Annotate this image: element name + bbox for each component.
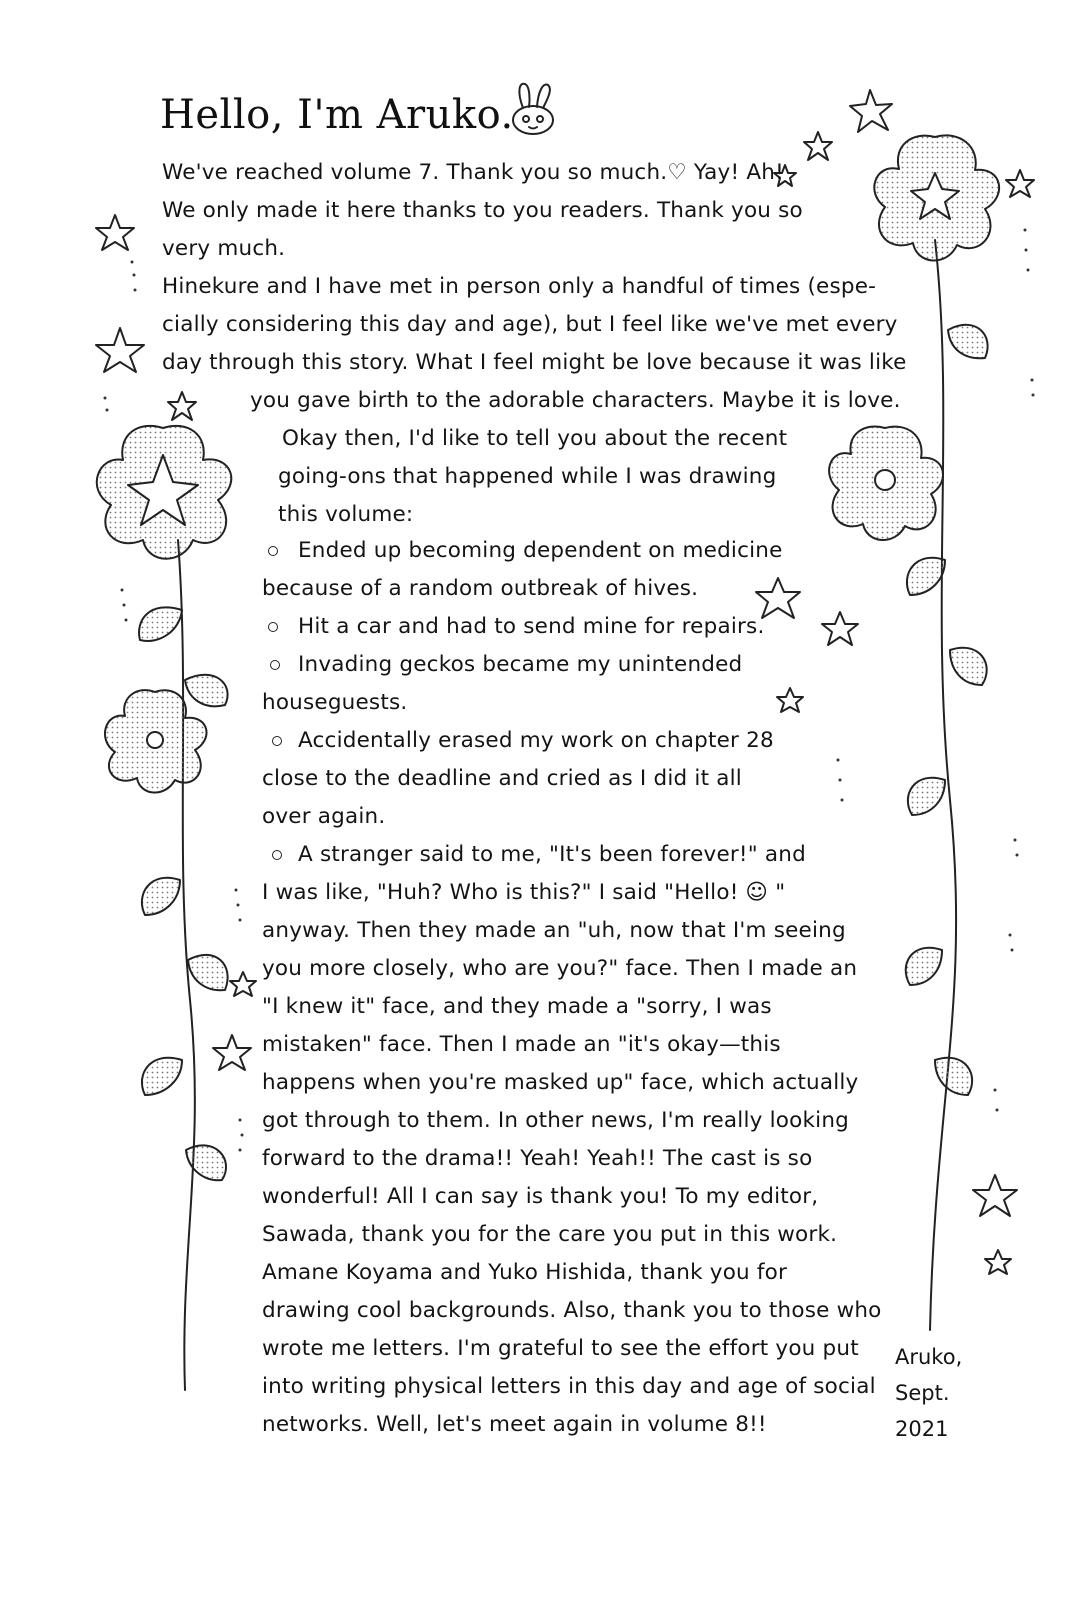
list-item: Hit a car and had to send mine for repairs.: [298, 614, 765, 639]
text-line: Hinekure and I have met in person only a handful of times (espe-: [162, 274, 877, 299]
bunny-doodle-icon: [505, 80, 560, 140]
signature-name: Aruko,: [895, 1345, 963, 1369]
signature-month: Sept.: [895, 1381, 950, 1405]
text-line: going-ons that happened while I was drawing: [278, 464, 777, 489]
bullet-icon: [268, 546, 278, 556]
text-line: networks. Well, let's meet again in volume 8!!: [262, 1412, 767, 1437]
text-line: got through to them. In other news, I'm really looking: [262, 1108, 849, 1133]
text-line: "I knew it" face, and they made a "sorry, I was: [262, 994, 772, 1019]
text-line: wonderful! All I can say is thank you! To my editor,: [262, 1184, 819, 1209]
text-line: I was like, "Huh? Who is this?" I said "Hello! ☺ ": [262, 880, 786, 905]
text-line: We only made it here thanks to you readers. Thank you so: [162, 198, 803, 223]
text-line: this volume:: [278, 502, 414, 527]
list-item: Ended up becoming dependent on medicine: [298, 538, 783, 563]
text-line: wrote me letters. I'm grateful to see the effort you put: [262, 1336, 859, 1361]
text-line: Amane Koyama and Yuko Hishida, thank you for: [262, 1260, 788, 1285]
text-line: mistaken" face. Then I made an "it's okay—this: [262, 1032, 781, 1057]
bullet-icon: [270, 660, 280, 670]
text-line: because of a random outbreak of hives.: [262, 576, 699, 601]
text-line: drawing cool backgrounds. Also, thank you to those who: [262, 1298, 882, 1323]
text-line: anyway. Then they made an "uh, now that I'm seeing: [262, 918, 846, 943]
text-line: day through this story. What I feel might be love because it was like: [162, 350, 907, 375]
list-item: A stranger said to me, "It's been forever!" and: [298, 842, 806, 867]
signature-year: 2021: [895, 1417, 949, 1441]
text-line: houseguests.: [262, 690, 408, 715]
text-line: into writing physical letters in this day and age of social: [262, 1374, 876, 1399]
text-line: We've reached volume 7. Thank you so much.♡ Yay! Ah!: [162, 160, 784, 185]
bullet-icon: [268, 622, 278, 632]
page-title: Hello, I'm Aruko.: [160, 92, 514, 138]
bullet-icon: [272, 736, 282, 746]
text-line: close to the deadline and cried as I did it all: [262, 766, 742, 791]
text-line: forward to the drama!! Yeah! Yeah!! The cast is so: [262, 1146, 813, 1171]
text-line: happens when you're masked up" face, which actually: [262, 1070, 859, 1095]
text-line: you gave birth to the adorable characters. Maybe it is love.: [250, 388, 901, 413]
text-line: Okay then, I'd like to tell you about the recent: [282, 426, 788, 451]
text-line: you more closely, who are you?" face. Then I made an: [262, 956, 858, 981]
list-item: Invading geckos became my unintended: [298, 652, 743, 677]
text-line: cially considering this day and age), but I feel like we've met every: [162, 312, 898, 337]
list-item: Accidentally erased my work on chapter 28: [298, 728, 774, 753]
bullet-icon: [272, 850, 282, 860]
text-line: over again.: [262, 804, 386, 829]
text-line: very much.: [162, 236, 286, 261]
text-line: Sawada, thank you for the care you put in this work.: [262, 1222, 838, 1247]
